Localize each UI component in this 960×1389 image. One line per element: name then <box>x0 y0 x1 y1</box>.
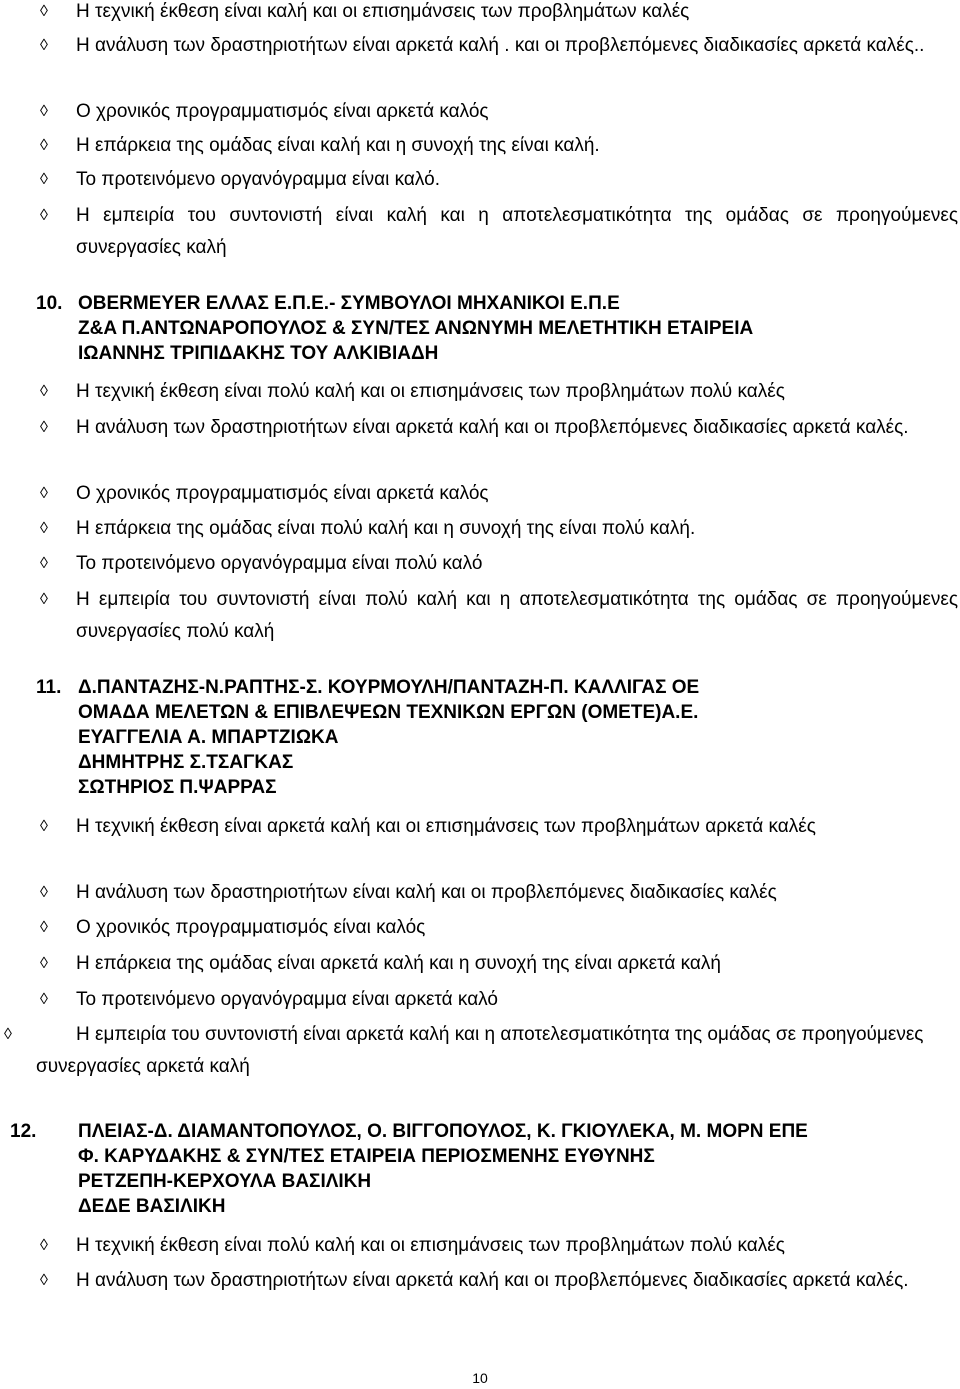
list-item: ◊ Το προτεινόμενο οργανόγραμμα είναι πολύ καλό <box>36 548 958 580</box>
list-item: ◊ Η εμπειρία του συντονιστή είναι αρκετά καλή και η αποτελεσματικότητα της ομάδας σε προηγούμενες συνεργασίες αρκετά καλή <box>0 1019 958 1083</box>
heading-line: ΟΜΑΔΑ ΜΕΛΕΤΩΝ & ΕΠΙΒΛΕΨΕΩΝ ΤΕΧΝΙΚΩΝ ΕΡΓΩΝ (ΟΜΕΤΕ)Α.Ε. <box>78 702 699 723</box>
section-heading <box>10 1119 958 1219</box>
list-item: ◊ Η τεχνική έκθεση είναι πολύ καλή και οι επισημάνσεις των προβλημάτων πολύ καλές <box>36 1230 958 1262</box>
heading-line: ΔΗΜΗΤΡΗΣ Σ.ΤΣΑΓΚΑΣ <box>78 752 294 773</box>
diamond-bullet-icon: ◊ <box>40 955 48 972</box>
list-item: ◊ Ο χρονικός προγραμματισμός είναι καλός <box>36 912 958 944</box>
heading-line: OBERMEYER ΕΛΛΑΣ Ε.Π.Ε.- ΣΥΜΒΟΥΛΟΙ ΜΗΧΑΝΙΚΟΙ Ε.Π.Ε <box>78 293 620 314</box>
diamond-bullet-icon: ◊ <box>4 1026 12 1043</box>
page-number: 10 <box>472 1370 488 1386</box>
heading-line: ΔΕΔΕ ΒΑΣΙΛΙΚΗ <box>78 1196 226 1217</box>
list-item: ◊ Η ανάλυση των δραστηριοτήτων είναι αρκετά καλή και οι προβλεπόμενες διαδικασίες αρκετά καλές. <box>36 1265 958 1297</box>
diamond-bullet-icon: ◊ <box>40 1272 48 1289</box>
list-item: ◊ Ο χρονικός προγραμματισμός είναι αρκετά καλός <box>36 96 958 128</box>
diamond-bullet-icon: ◊ <box>40 818 48 835</box>
diamond-bullet-icon: ◊ <box>40 419 48 436</box>
heading-line: ΕΥΑΓΓΕΛΙΑ Α. ΜΠΑΡΤΖΙΩΚΑ <box>78 727 339 748</box>
list-item: ◊ Η τεχνική έκθεση είναι καλή και οι επισημάνσεις των προβλημάτων καλές <box>36 0 958 28</box>
heading-line: Φ. ΚΑΡΥΔΑΚΗΣ & ΣΥΝ/ΤΕΣ ΕΤΑΙΡΕΙΑ ΠΕΡΙΟΣΜΕΝΗΣ ΕΥΘΥΝΗΣ <box>78 1146 655 1167</box>
heading-line: Δ.ΠΑΝΤΑΖΗΣ-Ν.ΡΑΠΤΗΣ-Σ. ΚΟΥΡΜΟΥΛΗ/ΠΑΝΤΑΖΗ-Π. ΚΑΛΛΙΓΑΣ ΟΕ <box>78 677 700 698</box>
section-heading <box>36 291 958 366</box>
diamond-bullet-icon: ◊ <box>40 884 48 901</box>
list-item: ◊ Η τεχνική έκθεση είναι αρκετά καλή και οι επισημάνσεις των προβλημάτων αρκετά καλές <box>36 811 958 843</box>
list-item: ◊ Η εμπειρία του συντονιστή είναι καλή και η αποτελεσματικότητα της ομάδας σε προηγούμενες συνεργασίες καλή <box>36 200 958 264</box>
diamond-bullet-icon: ◊ <box>40 103 48 120</box>
list-item: ◊ Η εμπειρία του συντονιστή είναι πολύ καλή και η αποτελεσματικότητα της ομάδας σε προηγούμενες συνεργασίες πολύ καλή <box>36 584 958 648</box>
diamond-bullet-icon: ◊ <box>40 591 48 608</box>
list-item: ◊ Η επάρκεια της ομάδας είναι αρκετά καλή και η συνοχή της είναι αρκετά καλή <box>36 948 958 980</box>
heading-line: ΣΩΤΗΡΙΟΣ Π.ΨΑΡΡΑΣ <box>78 777 277 798</box>
list-item: ◊ Το προτεινόμενο οργανόγραμμα είναι καλό. <box>36 164 958 196</box>
section-number: 10. <box>36 293 63 314</box>
list-item: ◊ Η επάρκεια της ομάδας είναι καλή και η συνοχή της είναι καλή. <box>36 130 958 162</box>
diamond-bullet-icon: ◊ <box>40 520 48 537</box>
list-item: ◊ Η ανάλυση των δραστηριοτήτων είναι αρκετά καλή και οι προβλεπόμενες διαδικασίες αρκετά καλές. <box>36 412 958 444</box>
section-number: 11. <box>36 677 62 698</box>
section-number: 12. <box>10 1121 37 1142</box>
diamond-bullet-icon: ◊ <box>40 1237 48 1254</box>
diamond-bullet-icon: ◊ <box>40 171 48 188</box>
list-item: ◊ Η ανάλυση των δραστηριοτήτων είναι αρκετά καλή . και οι προβλεπόμενες διαδικασίες αρκετά καλές.. <box>36 30 958 62</box>
diamond-bullet-icon: ◊ <box>40 919 48 936</box>
heading-line: ΡΕΤΖΕΠΗ-ΚΕΡΧΟΥΛΑ ΒΑΣΙΛΙΚΗ <box>78 1171 372 1192</box>
heading-line: ΙΩΑΝΝΗΣ ΤΡΙΠΙΔΑΚΗΣ ΤΟΥ ΑΛΚΙΒΙΑΔΗ <box>78 343 439 364</box>
diamond-bullet-icon: ◊ <box>40 207 48 224</box>
diamond-bullet-icon: ◊ <box>40 3 48 20</box>
diamond-bullet-icon: ◊ <box>40 555 48 572</box>
diamond-bullet-icon: ◊ <box>40 137 48 154</box>
heading-line: ΠΛΕΙΑΣ-Δ. ΔΙΑΜΑΝΤΟΠΟΥΛΟΣ, Ο. ΒΙΓΓΟΠΟΥΛΟΣ, Κ. ΓΚΙΟΥΛΕΚΑ, Μ. ΜΟΡΝ ΕΠΕ <box>78 1121 808 1142</box>
diamond-bullet-icon: ◊ <box>40 383 48 400</box>
list-item: ◊ Η ανάλυση των δραστηριοτήτων είναι καλή και οι προβλεπόμενες διαδικασίες καλές <box>36 877 958 909</box>
diamond-bullet-icon: ◊ <box>40 485 48 502</box>
list-item: ◊ Ο χρονικός προγραμματισμός είναι αρκετά καλός <box>36 478 958 510</box>
section-heading <box>36 675 958 800</box>
heading-line: Z&A Π.ΑΝΤΩΝΑΡΟΠΟΥΛΟΣ & ΣΥΝ/ΤΕΣ ΑΝΩΝΥΜΗ ΜΕΛΕΤΗΤΙΚΗ ΕΤΑΙΡΕΙΑ <box>78 318 754 339</box>
list-item: ◊ Η τεχνική έκθεση είναι πολύ καλή και οι επισημάνσεις των προβλημάτων πολύ καλές <box>36 376 958 408</box>
diamond-bullet-icon: ◊ <box>40 991 48 1008</box>
diamond-bullet-icon: ◊ <box>40 37 48 54</box>
list-item: ◊ Η επάρκεια της ομάδας είναι πολύ καλή και η συνοχή της είναι πολύ καλή. <box>36 513 958 545</box>
list-item: ◊ Το προτεινόμενο οργανόγραμμα είναι αρκετά καλό <box>36 984 958 1016</box>
